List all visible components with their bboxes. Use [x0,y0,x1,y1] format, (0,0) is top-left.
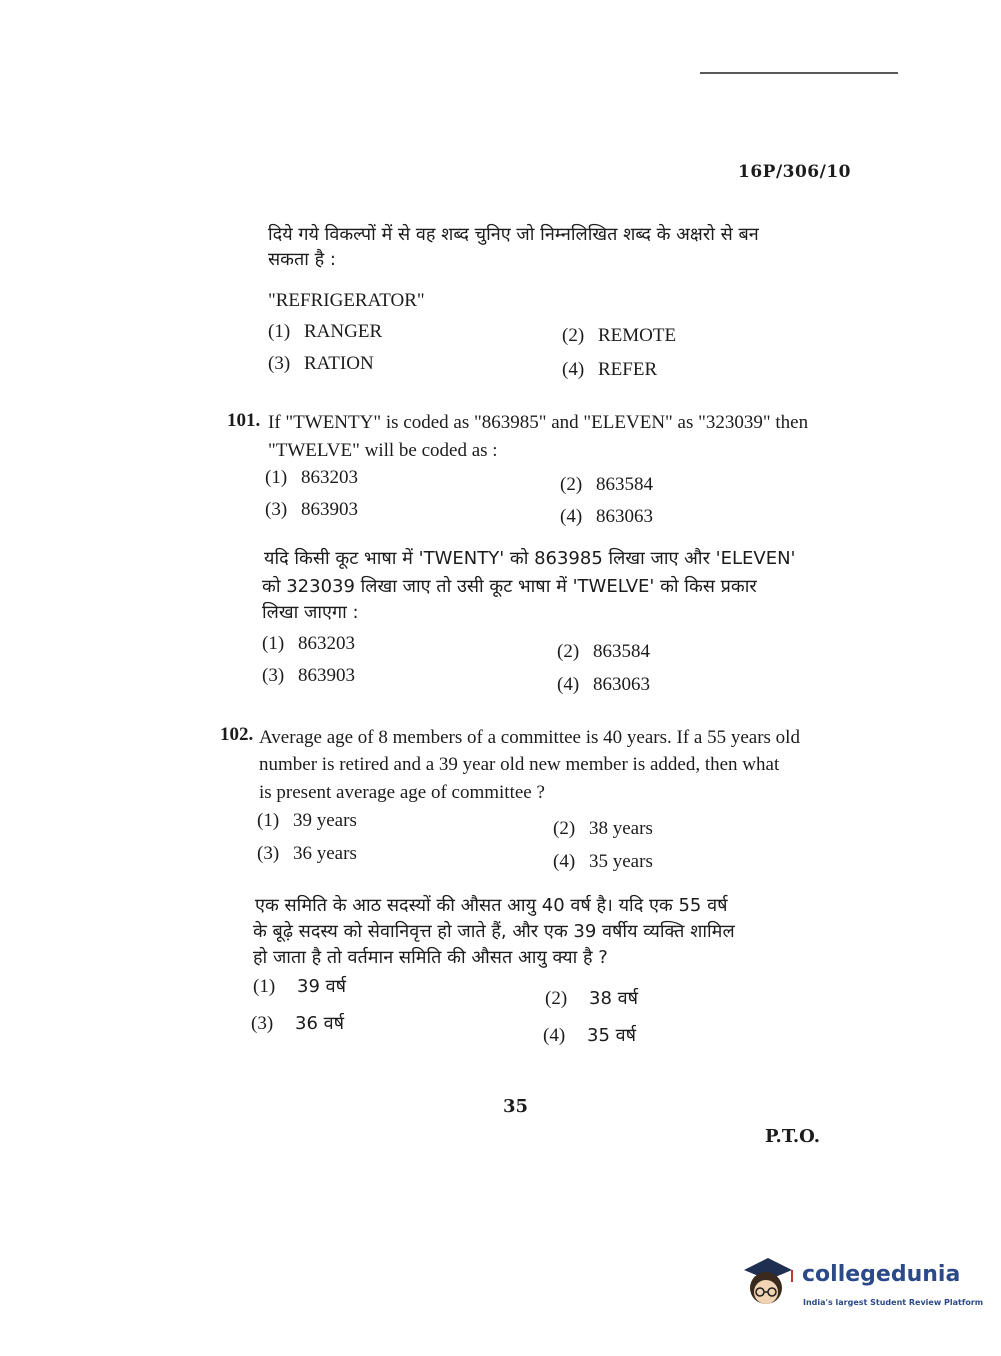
q100-option-2: (2) REMOTE [562,325,677,346]
q100-hindi-line2: सकता है : [268,249,336,270]
top-rule [700,72,898,74]
q100-word: "REFRIGERATOR" [268,290,425,311]
q102-hindi-option-4: (4) 35 वर्ष [543,1025,637,1046]
q101-option-3: (3) 863903 [265,499,358,520]
q101-hindi-option-2: (2) 863584 [557,641,650,662]
q101-option-4: (4) 863063 [560,506,653,527]
logo-tagline: India's largest Student Review Platform [803,1298,984,1307]
q102-hindi-line2: के बूढ़े सदस्य को सेवानिवृत्त हो जाते हैं, और एक 39 वर्षीय व्यक्ति शामिल [253,921,735,942]
q102-hindi-line3: हो जाता है तो वर्तमान समिति की औसत आयु क्या है ? [253,947,608,968]
q100-option-3: (3) RATION [268,353,374,374]
q101-number: 101. [227,410,261,431]
q100-option-1: (1) RANGER [268,321,383,342]
page-number: 35 [503,1096,529,1117]
q101-hindi-line3: लिखा जाएगा : [262,602,359,623]
q100-hindi-line1: दिये गये विकल्पों में से वह शब्द चुनिए जो निम्नलिखित शब्द के अक्षरो से बन [268,224,759,245]
q102-line3: is present average age of committee ? [259,782,545,803]
q101-option-2: (2) 863584 [560,474,653,495]
q102-option-1: (1) 39 years [257,810,357,831]
pto-label: P.T.O. [765,1126,821,1147]
q101-hindi-option-4: (4) 863063 [557,674,650,695]
q102-option-2: (2) 38 years [553,818,653,839]
q101-hindi-option-3: (3) 863903 [262,665,355,686]
q101-hindi-option-1: (1) 863203 [262,633,355,654]
q100-option-4: (4) REFER [562,359,658,380]
q102-hindi-option-3: (3) 36 वर्ष [251,1013,345,1034]
q102-hindi-option-2: (2) 38 वर्ष [545,988,639,1009]
q102-hindi-line1: एक समिति के आठ सदस्यों की औसत आयु 40 वर्ष है। यदि एक 55 वर्ष [255,895,728,916]
q101-option-1: (1) 863203 [265,467,358,488]
q102-number: 102. [220,724,254,745]
q102-option-3: (3) 36 years [257,843,357,864]
q102-option-4: (4) 35 years [553,851,653,872]
q101-line1: If "TWENTY" is coded as "863985" and "ELEVEN" as "323039" then [268,412,809,433]
q101-hindi-line1: यदि किसी कूट भाषा में 'TWENTY' को 863985 लिखा जाए और 'ELEVEN' [264,548,796,569]
mascot-icon [744,1258,792,1304]
q102-line2: number is retired and a 39 year old new member is added, then what [259,754,780,775]
q102-line1: Average age of 8 members of a committee is 40 years. If a 55 years old [259,727,800,748]
q101-hindi-line2: को 323039 लिखा जाए तो उसी कूट भाषा में 'TWELVE' को किस प्रकार [262,576,757,597]
paper-code: 16P/306/10 [738,162,852,182]
q102-hindi-option-1: (1) 39 वर्ष [253,976,347,997]
q101-line2: "TWELVE" will be coded as : [268,440,498,461]
logo-brand: collegedunia [802,1262,961,1287]
